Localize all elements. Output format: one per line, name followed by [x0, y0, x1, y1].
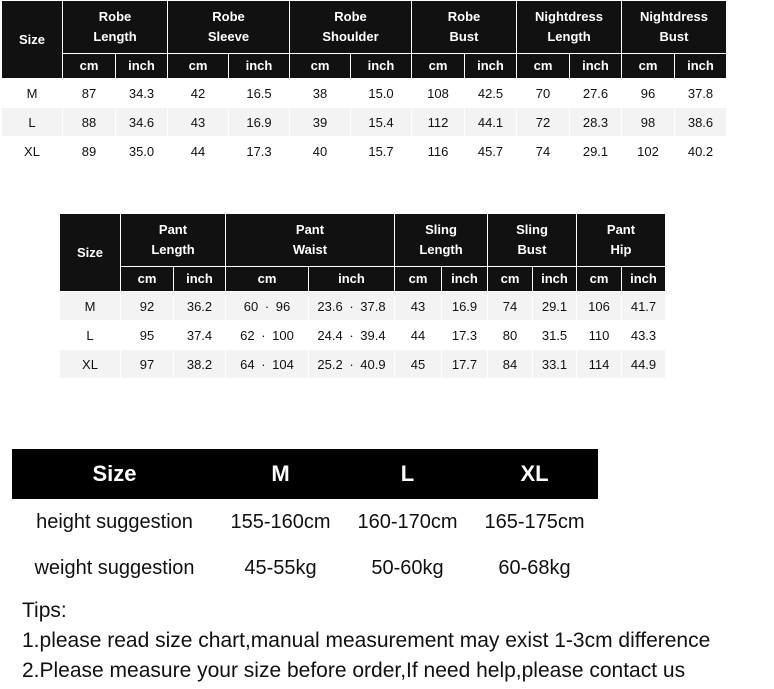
table-row	[2, 79, 726, 107]
value-cell: 74	[488, 292, 532, 320]
unit-header: cm	[412, 54, 464, 78]
value-cell: 17.7	[442, 350, 487, 378]
value-cell: 72	[517, 108, 569, 136]
value-cell: 25.2 · 40.9	[309, 350, 394, 378]
value-cell: 16.5	[229, 79, 289, 107]
value-cell: 28.3	[570, 108, 621, 136]
value-cell: 15.0	[351, 79, 411, 107]
group-header: Pant Length	[121, 214, 225, 266]
value-cell: 43	[395, 292, 441, 320]
value-cell: 108	[412, 79, 464, 107]
unit-header: inch	[116, 54, 167, 78]
unit-header: cm	[622, 54, 674, 78]
value-cell: 16.9	[442, 292, 487, 320]
value-cell: 87	[63, 79, 115, 107]
size-header: Size	[2, 1, 62, 78]
value-cell: 92	[121, 292, 173, 320]
value-cell: 97	[121, 350, 173, 378]
value-cell: 39	[290, 108, 350, 136]
suggestion-label: weight suggestion	[34, 556, 195, 579]
value-cell: 34.3	[116, 79, 167, 107]
table-row	[60, 292, 665, 320]
group-header: Robe Bust	[412, 1, 516, 53]
suggestion-row	[12, 545, 598, 591]
size-suggestion-table	[12, 449, 598, 591]
value-cell: 31.5	[533, 321, 576, 349]
unit-header: inch	[229, 54, 289, 78]
suggestion-header-row	[12, 449, 598, 499]
unit-header: inch	[570, 54, 621, 78]
unit-header: inch	[442, 267, 487, 291]
size-header: Size	[60, 214, 120, 291]
unit-header: inch	[533, 267, 576, 291]
size-cell: M	[60, 292, 120, 320]
tip-line: 1.please read size chart,manual measurement may exist 1-3cm difference	[22, 629, 711, 652]
value-cell: 74	[517, 137, 569, 165]
value-cell: 45.7	[465, 137, 516, 165]
suggestion-label: height suggestion	[36, 510, 193, 533]
table-row	[2, 108, 726, 136]
unit-header: inch	[622, 267, 665, 291]
unit-header: cm	[517, 54, 569, 78]
pant-sling-size-table	[59, 213, 666, 379]
value-cell: 44	[395, 321, 441, 349]
value-cell: 95	[121, 321, 173, 349]
table-row	[60, 350, 665, 378]
value-cell: 64 · 104	[226, 350, 308, 378]
value-cell: 16.9	[229, 108, 289, 136]
value-cell: 41.7	[622, 292, 665, 320]
value-cell: 43.3	[622, 321, 665, 349]
value-cell: 84	[488, 350, 532, 378]
group-header: Pant Hip	[577, 214, 665, 266]
group-header: Robe Sleeve	[168, 1, 289, 53]
value-cell: 98	[622, 108, 674, 136]
suggestion-row	[12, 499, 598, 545]
value-cell: 23.6 · 37.8	[309, 292, 394, 320]
value-cell: 116	[412, 137, 464, 165]
suggestion-value: 165-175cm	[484, 510, 585, 533]
value-cell: 15.7	[351, 137, 411, 165]
suggestion-value: 50-60kg	[371, 556, 444, 579]
group-header: Pant Waist	[226, 214, 394, 266]
value-cell: 110	[577, 321, 621, 349]
value-cell: 43	[168, 108, 228, 136]
size-cell: L	[60, 321, 120, 349]
size-cell: M	[2, 79, 62, 107]
value-cell: 44	[168, 137, 228, 165]
suggestion-header-cell: XL	[520, 461, 549, 486]
value-cell: 15.4	[351, 108, 411, 136]
table-row	[60, 321, 665, 349]
value-cell: 40.2	[675, 137, 726, 165]
value-cell: 114	[577, 350, 621, 378]
suggestion-value: 160-170cm	[357, 510, 458, 533]
size-cell: XL	[2, 137, 62, 165]
unit-header: cm	[290, 54, 350, 78]
group-header: Robe Length	[63, 1, 167, 53]
unit-header: cm	[226, 267, 308, 291]
size-cell: L	[2, 108, 62, 136]
group-header: Robe Shoulder	[290, 1, 411, 53]
value-cell: 60 · 96	[226, 292, 308, 320]
unit-header: cm	[168, 54, 228, 78]
unit-header: cm	[395, 267, 441, 291]
unit-header: inch	[174, 267, 225, 291]
value-cell: 27.6	[570, 79, 621, 107]
value-cell: 89	[63, 137, 115, 165]
value-cell: 37.8	[675, 79, 726, 107]
value-cell: 45	[395, 350, 441, 378]
value-cell: 88	[63, 108, 115, 136]
group-header: Nightdress Length	[517, 1, 621, 53]
value-cell: 38	[290, 79, 350, 107]
unit-header: cm	[121, 267, 173, 291]
suggestion-header-cell: Size	[92, 461, 137, 486]
group-header: Sling Bust	[488, 214, 576, 266]
value-cell: 44.1	[465, 108, 516, 136]
value-cell: 35.0	[116, 137, 167, 165]
group-header: Nightdress Bust	[622, 1, 726, 53]
value-cell: 36.2	[174, 292, 225, 320]
value-cell: 112	[412, 108, 464, 136]
value-cell: 37.4	[174, 321, 225, 349]
tips-title: Tips:	[22, 599, 67, 622]
value-cell: 70	[517, 79, 569, 107]
value-cell: 38.6	[675, 108, 726, 136]
size-cell: XL	[60, 350, 120, 378]
table-row	[2, 137, 726, 165]
value-cell: 17.3	[229, 137, 289, 165]
value-cell: 102	[622, 137, 674, 165]
value-cell: 29.1	[570, 137, 621, 165]
tip-line: 2.Please measure your size before order,If need help,please contact us	[22, 659, 686, 682]
value-cell: 24.4 · 39.4	[309, 321, 394, 349]
value-cell: 62 · 100	[226, 321, 308, 349]
value-cell: 42.5	[465, 79, 516, 107]
value-cell: 96	[622, 79, 674, 107]
value-cell: 29.1	[533, 292, 576, 320]
suggestion-header-cell: L	[400, 461, 415, 486]
group-header: Sling Length	[395, 214, 487, 266]
value-cell: 40	[290, 137, 350, 165]
value-cell: 42	[168, 79, 228, 107]
unit-header: inch	[351, 54, 411, 78]
value-cell: 106	[577, 292, 621, 320]
unit-header: inch	[309, 267, 394, 291]
unit-header: cm	[577, 267, 621, 291]
unit-header: cm	[488, 267, 532, 291]
tips-section	[22, 596, 710, 686]
suggestion-header-cell: M	[271, 461, 290, 486]
robe-nightdress-size-table	[1, 0, 727, 166]
value-cell: 17.3	[442, 321, 487, 349]
suggestion-value: 45-55kg	[244, 556, 317, 579]
value-cell: 80	[488, 321, 532, 349]
suggestion-value: 155-160cm	[230, 510, 331, 533]
value-cell: 44.9	[622, 350, 665, 378]
value-cell: 33.1	[533, 350, 576, 378]
unit-header: cm	[63, 54, 115, 78]
suggestion-value: 60-68kg	[498, 556, 571, 579]
value-cell: 34.6	[116, 108, 167, 136]
unit-header: inch	[465, 54, 516, 78]
value-cell: 38.2	[174, 350, 225, 378]
unit-header: inch	[675, 54, 726, 78]
